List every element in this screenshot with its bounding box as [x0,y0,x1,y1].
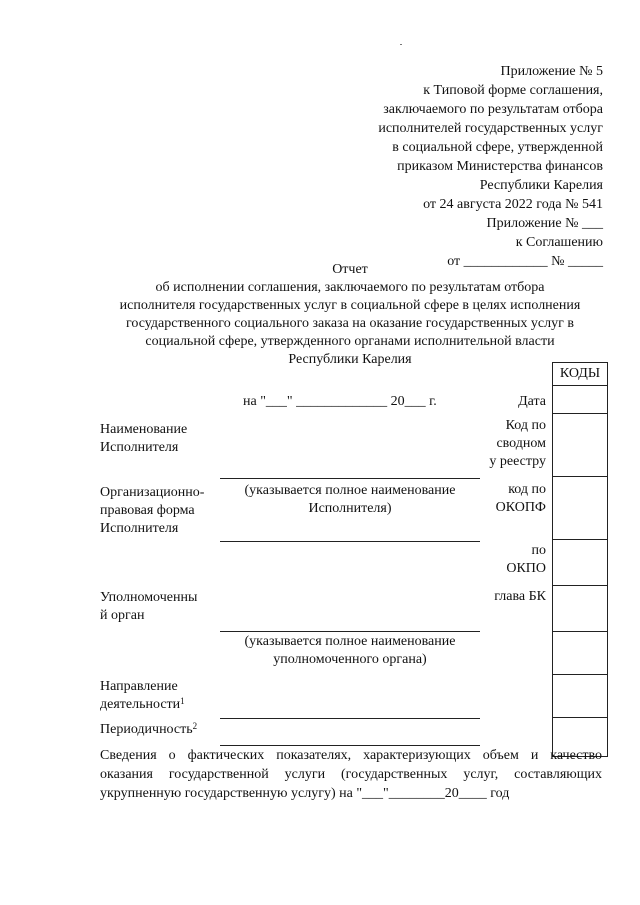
code-label-bk: глава БК [494,589,546,604]
code-label-okopf: ОКОПФ [495,500,546,515]
label-authorized-body: й орган [100,608,145,623]
report-title-line: государственного социального заказа на оказание государственных услуг в [126,316,574,331]
appendix-line: Приложение № 5 [500,64,603,79]
label-direction: Направление [100,679,178,694]
code-label-registry: сводном [496,436,546,451]
appendix-line: в социальной сфере, утвержденной [392,140,603,155]
footnote-marker: 2 [192,721,198,731]
code-label-registry: у реестру [489,454,546,469]
label-legal-form: Исполнителя [100,521,179,536]
legal-form-field[interactable] [220,541,480,542]
appendix-line: от 24 августа 2022 года № 541 [423,197,603,212]
label-periodicity-text: Периодичность [100,722,193,737]
footnote-marker: 1 [180,696,185,706]
code-label-date: Дата [518,394,546,409]
label-executor-name: Исполнителя [100,440,179,455]
code-label-registry: Код по [505,418,546,433]
authorized-body-hint: уполномоченного органа) [273,652,427,667]
codes-table [552,362,608,757]
info-paragraph-line: оказания государственной услуги (государственных услуг, составляющих [100,767,602,782]
label-legal-form: Организационно- [100,485,205,500]
code-cell-extra[interactable] [553,632,608,675]
report-title-line: исполнителя государственных услуг в социальной сфере в целях исполнения [119,298,581,313]
appendix-line: Приложение № ___ [486,216,603,231]
label-direction-text: деятельности [100,697,181,712]
code-cell-direction[interactable] [553,675,608,718]
report-title-line: социальной сфере, утвержденного органами исполнительной власти [145,334,555,349]
codes-header: КОДЫ [553,363,608,386]
info-paragraph-line: Сведения о фактических показателях, характеризующих объем и качество [100,748,602,763]
code-cell-registry[interactable] [553,414,608,477]
code-cell-bk[interactable] [553,586,608,632]
label-direction [100,696,185,714]
report-title-line: Республики Карелия [288,352,412,367]
code-label-okpo: ОКПО [506,561,546,576]
info-paragraph-line: укрупненную государственную услугу) на "___"________20____ год [100,786,510,801]
report-heading: Отчет [332,262,368,277]
executor-name-field[interactable] [220,478,480,479]
appendix-line: исполнителей государственных услуг [378,121,603,136]
appendix-line: Республики Карелия [479,178,603,193]
code-cell-okpo[interactable] [553,540,608,586]
appendix-line: приказом Министерства финансов [397,159,603,174]
authorized-body-field[interactable] [220,631,480,632]
authorized-body-hint: (указывается полное наименование [244,634,456,649]
code-cell-okopf[interactable] [553,477,608,540]
label-legal-form: правовая форма [100,503,195,518]
report-date-line: на "___" _____________ 20___ г. [243,394,437,409]
label-periodicity [100,721,197,739]
direction-field[interactable] [220,718,480,719]
appendix-line: заключаемого по результатам отбора [383,102,603,117]
report-title-line: об исполнении соглашения, заключаемого по результатам отбора [155,280,545,295]
scan-speck [400,44,402,45]
appendix-line: к Типовой форме соглашения, [423,83,603,98]
code-cell-date[interactable] [553,386,608,414]
appendix-line: к Соглашению [515,235,603,250]
executor-name-hint: Исполнителя) [308,501,392,516]
label-executor-name: Наименование [100,422,188,437]
label-authorized-body: Уполномоченны [100,590,198,605]
code-label-okopf: код по [508,482,546,497]
appendix-line: от ____________ № _____ [447,254,603,269]
code-label-okpo: по [531,543,546,558]
executor-name-hint: (указывается полное наименование [244,483,456,498]
